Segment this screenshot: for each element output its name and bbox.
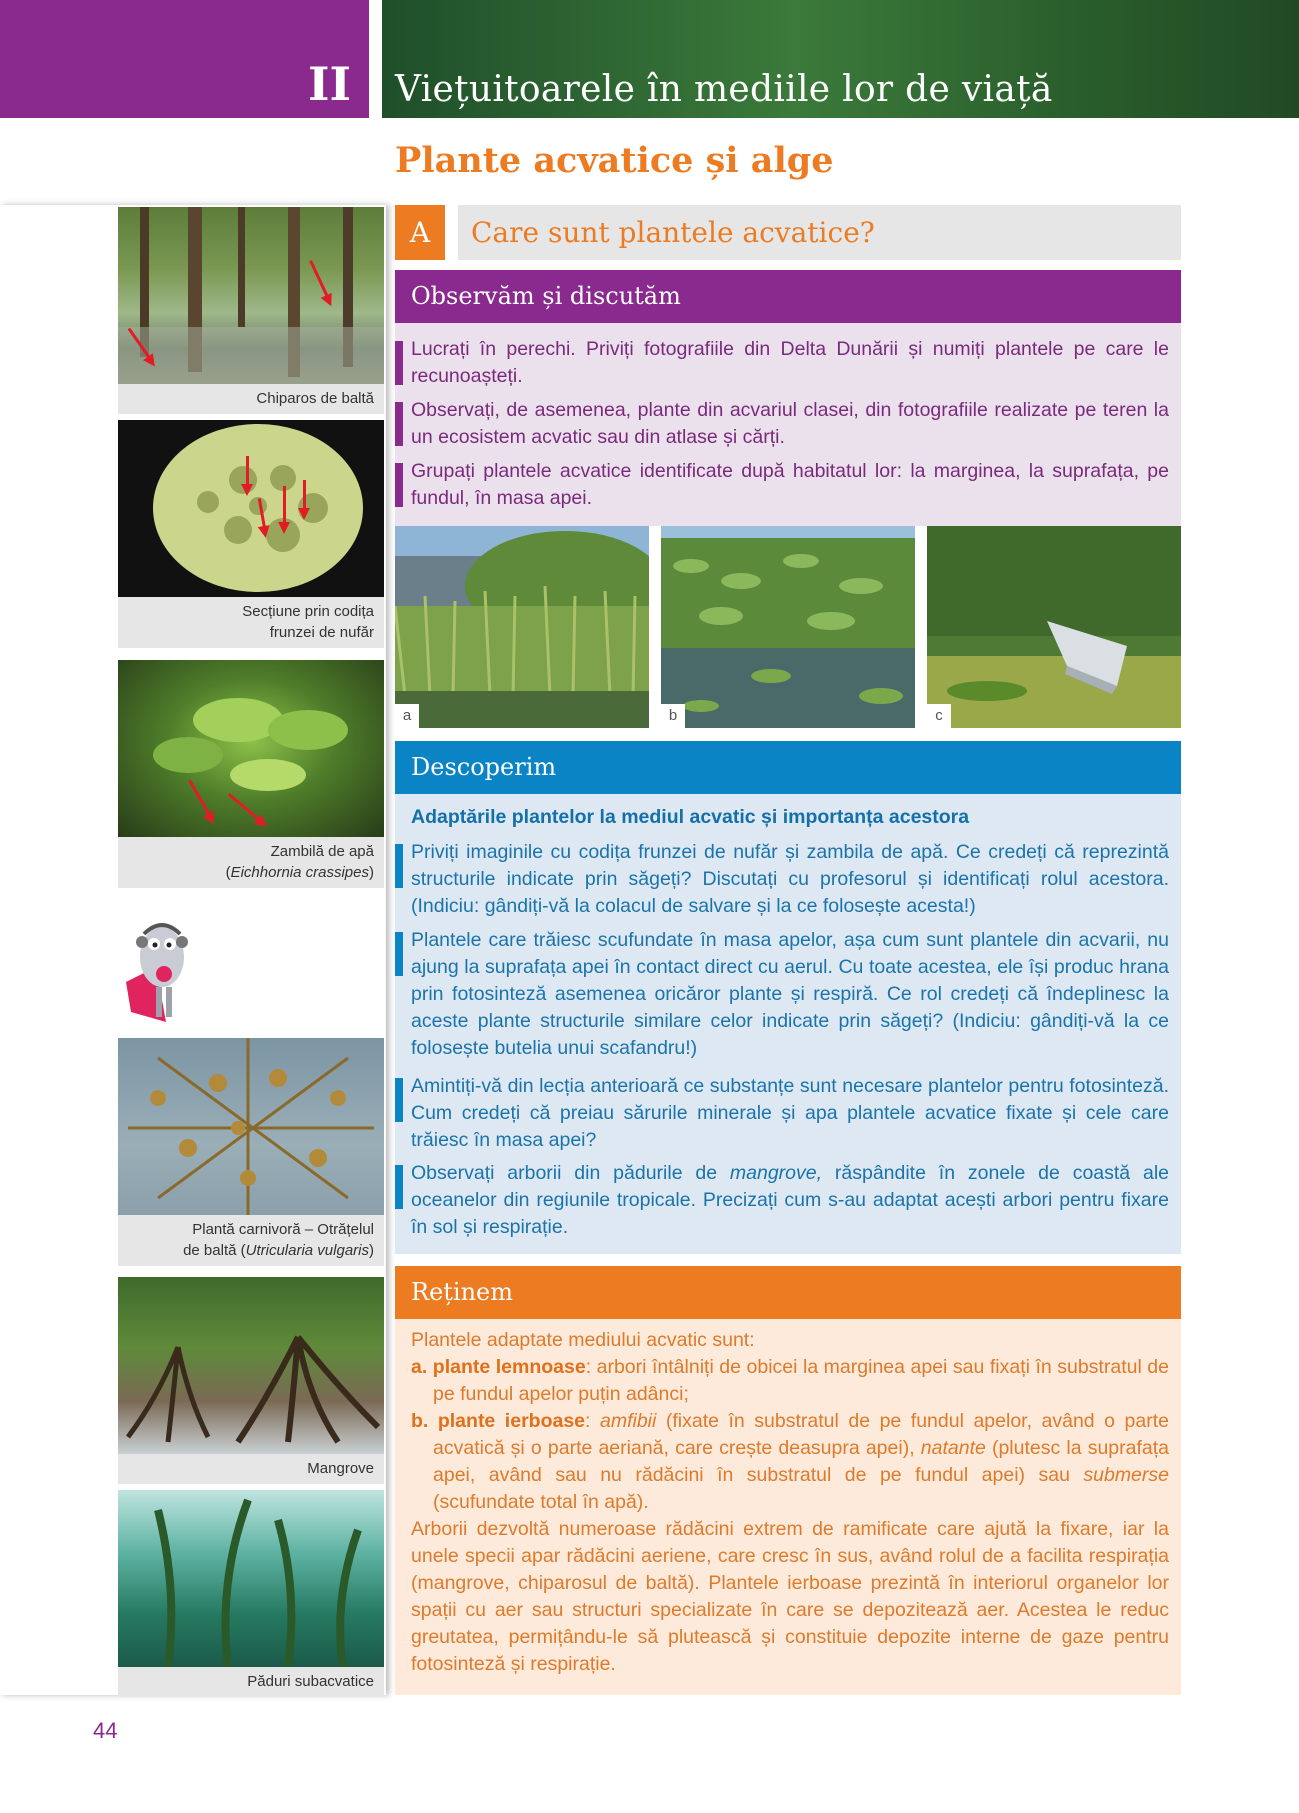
caption-mangrove: Mangrove [118,1454,384,1484]
nufar-section-photo [118,420,384,597]
figure-chiparos [118,207,384,414]
chiparos-photo [118,207,384,384]
photo-b [661,526,915,728]
zambila-photo [118,660,384,837]
chapter-number: II [307,57,351,111]
photo-label-a: a [395,704,419,728]
figure-zambila [118,660,384,888]
caption-paduri: Păduri subacvatice [118,1667,384,1697]
observam-heading: Observăm și discutăm [395,270,1181,323]
observam-paragraph-1: Lucrați în perechi. Priviți fotografiile din Delta Dunării și numiți plantele pe care le recunoașteți. [411,336,1169,390]
retinem-intro: Plantele adaptate mediului acvatic sunt: [411,1329,755,1351]
retinem-final: Arborii dezvoltă numeroase rădăcini extrem de ramificate care ajută la fixare, iar la unele specii apar rădăcini aeriene, care cresc în sus, având rolul de a facilita respirația (mangrove, chiparosul de baltă). Plantele ierboase prezintă în interiorul organelor lor spații cu aer sau structuri specializate în care se depozitează aer. Acestea le reduc greutatea, permițându-le să plutească și constituie depozite interne de gaze pentru fotosinteză și respirație. [411,1518,1169,1675]
descoperim-paragraph-4: Observați arborii din pădurile de mangrove, răspândite în zonele de coastă ale oceanelor din regiunile tropicale. Precizați cum s-au adaptat acești arbori pentru fixare în sol și respirație. [411,1160,1169,1241]
retinem-item-a: a. plante lemnoase: arbori întâlniți de obicei la marginea apei sau fixați în substratul de pe fundul apelor puțin adânci; [411,1356,1169,1405]
caption-otratel-latin: Utricularia vulgaris [245,1242,369,1259]
figure-paduri [118,1490,384,1697]
mangrove-photo [118,1277,384,1454]
caption-otratel-line1: Plantă carnivoră – Otrățelul [192,1221,374,1238]
chapter-title: Viețuitoarele în mediile lor de viață [395,69,1053,110]
photo-label-c: c [927,704,951,728]
descoperim-paragraph-2: Plantele care trăiesc scufundate în masa apelor, așa cum sunt plantele din acvarii, nu ajung la suprafața apei în contact direct cu aerul. Cu toate acestea, ele își produc hrana prin fotosinteză asemenea oricăror plante și respiră. Ce rol credeți că îndeplinesc la aceste plante structurile similare celor indicate prin săgeți? (Indiciu: gândiți-vă la ce folosește butelia unui scafandru!) [411,927,1169,1062]
page-number: 44 [93,1718,118,1743]
caption-zambila: Zambilă de apă (Eichhornia crassipes) [118,837,384,888]
figure-otratel [118,1038,384,1266]
descoperim-paragraph-1: Priviți imaginile cu codița frunzei de nufăr și zambila de apă. Ce credeți că reprezintă structurile indicate prin săgeți? Discutați cu profesorul și identificați rolul acestora. (Indiciu: gândiți-vă la colacul de salvare și la ce folosește acesta!) [411,839,1169,920]
figure-sectiune [118,420,384,648]
caption-sectiune-line2: frunzei de nufăr [269,624,374,641]
retinem-heading: Reținem [395,1266,1181,1319]
descoperim-subheading: Adaptările plantelor la mediul acvatic și importanța acestora [411,806,970,828]
page-title: Plante acvatice și alge [395,140,834,181]
caption-otratel: Plantă carnivoră – Otrățelul de baltă (Utricularia vulgaris) [118,1215,384,1266]
observam-paragraph-2: Observați, de asemenea, plante din acvariul clasei, din fotografiile realizate pe teren la un ecosistem acvatic sau din atlase și cărți. [411,397,1169,451]
caption-zambila-latin: Eichhornia crassipes [230,864,369,881]
figure-mangrove [118,1277,384,1484]
caption-sectiune [118,597,384,648]
otratel-photo [118,1038,384,1215]
kelp-forest-photo [118,1490,384,1667]
retinem-item-b: b. plante ierboase: amfibii (fixate în substratul de pe fundul apelor, având o parte acvatică și o parte aeriană, care crește deasupra apei), natante (plutesc la suprafața apei, având sau nu rădăcini în substratul de pe fundul apei) sau submerse (scufundate total în apă). [411,1410,1170,1513]
descoperim-heading: Descoperim [395,741,1181,794]
observam-paragraph-3: Grupați plantele acvatice identificate după habitatul lor: la marginea, la suprafața, pe fundul, în masa apei. [411,458,1169,512]
descoperim-paragraph-3: Amintiți-vă din lecția anterioară ce substanțe sunt necesare plantelor pentru fotosinteză. Cum credeți că preiau sărurile minerale și apa plantele acvatice fixate și cele care trăiesc în masa apei? [411,1073,1169,1154]
mascot-icon [116,912,198,1036]
photo-a [395,526,649,728]
caption-otratel-line2: de baltă ( [183,1242,246,1259]
caption-sectiune-line1: Secțiune prin codița [242,603,374,620]
caption-zambila-line1: Zambilă de apă [270,843,374,860]
caption-chiparos: Chiparos de baltă [118,384,384,414]
section-title: Care sunt plantele acvatice? [458,205,1181,260]
photo-c [927,526,1181,728]
section-letter: A [395,205,445,260]
photo-label-b: b [661,704,685,728]
